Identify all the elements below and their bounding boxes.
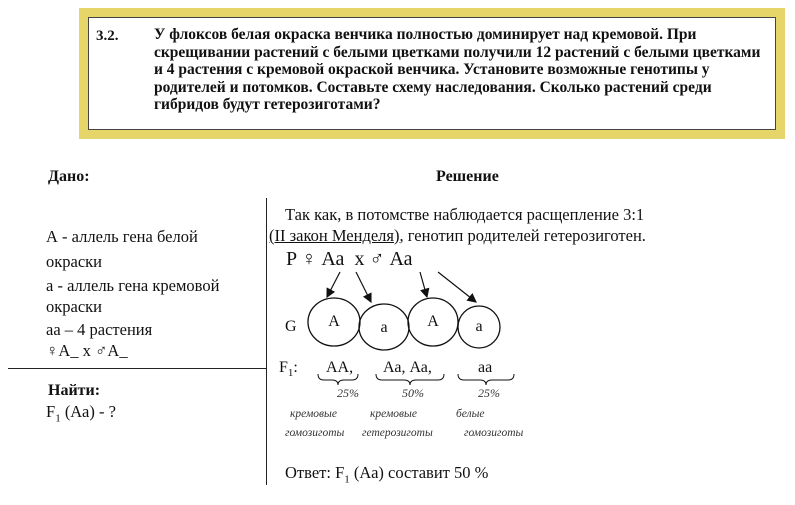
gamete-label: а [380,319,388,336]
f1-note: кремовые [370,408,417,420]
arrow-line [438,272,476,302]
given-line: а - аллель гена кремовой [46,276,220,295]
f1-note: гомозиготы [464,427,524,439]
given-line: окраски [46,252,103,271]
f1-genotype: АА, [326,359,354,376]
gamete-label: А [427,313,439,330]
given-line: ♀А_ х ♂А_ [46,341,128,360]
f1-sub: 1 [287,367,294,380]
gametes-label: G [285,318,297,335]
f1-note: кремовые [290,408,337,420]
given-line: аа – 4 растения [46,320,153,339]
task-line: родителей и потомков. Составьте схему наследования. Сколько растений среди [154,78,712,96]
f1-genotype: Аа, Аа, [383,359,432,376]
solution-line-2-rest: , генотип родителей гетерозиготен. [399,226,646,245]
gamete-label: А [328,313,340,330]
f1-label [279,359,298,379]
f1-note: белые [456,408,485,420]
f1-percent: 50% [402,386,424,400]
arrow-line [420,272,427,297]
parents-cross: P ♀ Аа х ♂ Аа [286,248,413,270]
task-line: гибридов будут гетерозиготами? [154,96,381,113]
given-heading: Дано: [48,168,90,185]
mendel-law-link: (II закон Менделя) [269,226,400,245]
task-number: 3.2. [96,28,119,44]
answer-line [285,463,488,485]
solution-heading: Решение [436,168,499,185]
answer-rest: (Аа) составит 50 % [349,463,489,482]
f1-percent: 25% [337,386,359,400]
given-line: А - аллель гена белой [46,227,198,246]
task-line: скрещивании растений с белыми цветками получили 12 растений с белыми цветками [154,43,761,61]
find-rest: (Аа) - ? [60,402,116,421]
f1-note: гетерозиготы [362,427,433,439]
f1-f: F [279,359,288,376]
given-line: окраски [46,297,103,316]
solution-line-1: Так как, в потомстве наблюдается расщепление 3:1 [285,205,645,224]
answer-sub: 1 [344,473,350,486]
gamete-label: а [475,318,483,335]
f1-genotype: аа [478,359,493,376]
arrow-line [327,272,340,297]
f1-percent: 25% [478,386,500,400]
answer-prefix: Ответ: F [285,463,345,482]
find-sub: 1 [55,412,61,425]
task-line: и 4 растения с кремовой окраской венчика. Установите возможные генотипы у [154,61,710,78]
find-f: F [46,402,56,421]
f1-note: гомозиготы [285,427,345,439]
task-line: У флоксов белая окраска венчика полностью доминирует над кремовой. При [154,26,697,43]
f1-colon: : [293,359,298,376]
arrow-line [356,272,371,302]
find-heading: Найти: [48,382,101,399]
